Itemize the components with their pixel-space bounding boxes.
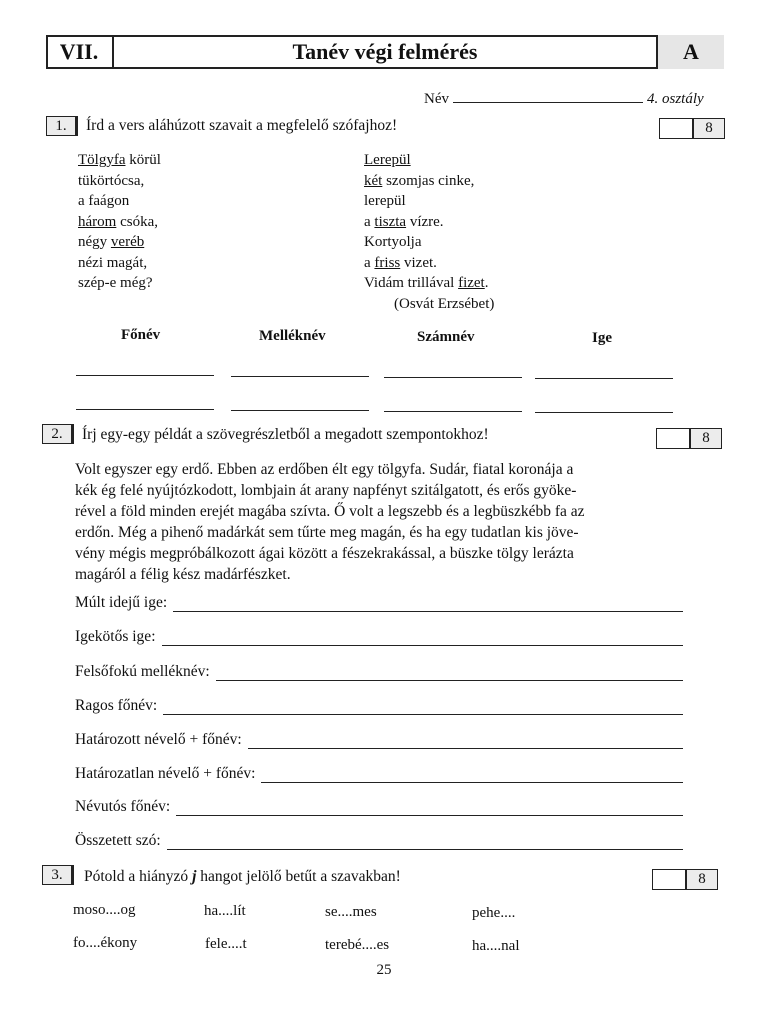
poem-line: két szomjas cinke, — [364, 172, 475, 189]
numeral-answer-line[interactable] — [384, 377, 522, 378]
field-indefinite-article-noun — [75, 765, 683, 783]
answer-line[interactable] — [216, 666, 683, 681]
poem-line: Tölgyfa körül — [78, 152, 161, 168]
task3-score-blank[interactable] — [653, 870, 687, 889]
column-adjective: Melléknév — [259, 328, 326, 344]
task1-number: 1. — [46, 116, 76, 136]
field-superlative-adjective — [75, 663, 683, 681]
adjective-answer-line[interactable] — [231, 410, 369, 411]
passage-line: kék ég felé nyújtózkodott, lombjain át arany napfényt szitálgatott, és erős gyöke- — [75, 482, 577, 499]
poem-author: (Osvát Erzsébet) — [394, 295, 495, 312]
verb-answer-line[interactable] — [535, 378, 673, 379]
field-compound-word — [75, 832, 683, 850]
poem-line — [364, 150, 494, 171]
missing-j-word[interactable]: moso....og — [73, 902, 136, 918]
poem-underlined-word: két — [364, 172, 383, 189]
task3-instruction-letter: j — [192, 868, 197, 885]
page-title: Tanév végi felmérés — [292, 39, 478, 64]
answer-line[interactable] — [167, 835, 683, 850]
answer-line[interactable] — [163, 700, 683, 715]
column-numeral: Számnév — [417, 329, 475, 345]
adjective-answer-line[interactable] — [231, 376, 369, 377]
numeral-answer-line[interactable] — [384, 411, 522, 412]
field-label: Felsőfokú melléknév: — [75, 663, 210, 680]
field-past-tense-verb — [75, 594, 683, 612]
poem-underlined-word: három — [78, 213, 117, 230]
answer-line[interactable] — [248, 734, 683, 749]
poem-underlined-word: tiszta — [374, 213, 407, 230]
column-noun: Főnév — [121, 327, 161, 343]
answer-line[interactable] — [176, 801, 683, 816]
poem-underlined-word: friss — [374, 254, 401, 271]
task3-points: 8 — [687, 870, 717, 889]
field-label: Összetett szó: — [75, 832, 161, 849]
task3-number: 3. — [42, 865, 72, 885]
poem-line: négy veréb — [78, 234, 145, 250]
missing-j-word[interactable]: terebé....es — [325, 937, 390, 953]
task1-score-box[interactable] — [659, 118, 725, 139]
field-label: Névutós főnév: — [75, 798, 171, 815]
field-postposition-noun — [75, 798, 683, 816]
poem-line: a faágon — [78, 193, 130, 209]
task3-instruction-start: Pótold a hiányzó — [84, 868, 193, 885]
task3-score-box[interactable] — [652, 869, 718, 890]
field-label: Határozatlan névelő + főnév: — [75, 765, 256, 782]
name-row — [424, 90, 704, 108]
answer-line[interactable] — [261, 768, 683, 783]
task1-points: 8 — [694, 119, 724, 138]
field-label: Határozott névelő + főnév: — [75, 731, 242, 748]
poem-line: lerepül — [364, 193, 406, 209]
task3-instruction-end: hangot jelölő betűt a szavakban! — [196, 868, 401, 885]
task2-score-blank[interactable] — [657, 429, 691, 448]
poem-line: tükörtócsa, — [78, 172, 145, 189]
poem-left — [78, 150, 161, 294]
passage-line: vény mégis megpróbálkozott ágai között a fészekrakással, a büszke tölgy lerázta — [75, 545, 574, 562]
unit-number: VII. — [46, 35, 114, 69]
poem-line: a friss vizet. — [364, 254, 437, 271]
missing-j-word[interactable]: fele....t — [205, 936, 247, 952]
page-number: 25 — [376, 962, 392, 978]
passage-line: erdőn. Még a pihenő madárkát sem tűrte meg magán, és ha egy tudatlan kis jöve- — [75, 524, 579, 541]
poem-underlined-word: Tölgyfa — [78, 152, 126, 168]
field-label: Igekötős ige: — [75, 628, 156, 645]
passage-line: Volt egyszer egy erdő. Ebben az erdőben élt egy tölgyfa. Sudár, fiatal koronája a — [75, 461, 574, 478]
missing-j-word[interactable]: se....mes — [325, 904, 377, 920]
poem-line: a tiszta vízre. — [364, 213, 444, 230]
version-letter: A — [656, 35, 724, 69]
poem-underlined-word: Lerepül — [364, 152, 411, 168]
reading-passage — [75, 459, 687, 585]
missing-j-word[interactable]: fo....ékony — [73, 935, 138, 951]
passage-line: rével a föld minden erejét magába szívta. Ő volt a legszebb és a legbüszkébb fa az — [75, 503, 585, 520]
poem-line: nézi magát, — [78, 254, 148, 271]
column-verb: Ige — [592, 330, 612, 346]
field-prefixed-verb — [75, 628, 683, 646]
poem-line: Vidám trillával fizet. — [364, 275, 489, 291]
field-label: Ragos főnév: — [75, 697, 158, 714]
poem-right — [364, 150, 494, 314]
poem-underlined-word: veréb — [110, 234, 145, 250]
answer-line[interactable] — [162, 631, 684, 646]
answer-line[interactable] — [173, 597, 683, 612]
grade-label: 4. osztály — [647, 91, 704, 107]
missing-j-word[interactable]: pehe.... — [472, 905, 516, 921]
passage-line: magáról a félig kész madárfészket. — [75, 566, 291, 583]
field-suffixed-noun — [75, 697, 683, 715]
noun-answer-line[interactable] — [76, 375, 214, 376]
task2-points: 8 — [691, 429, 721, 448]
task3-instruction — [84, 868, 401, 886]
poem-underlined-word: fizet — [458, 275, 485, 291]
task1-instruction: Írd a vers aláhúzott szavait a megfelelő szófajhoz! — [86, 117, 398, 134]
task1-score-blank[interactable] — [660, 119, 694, 138]
poem-line: szép-e még? — [78, 275, 153, 291]
missing-j-word[interactable]: ha....lít — [204, 903, 246, 919]
field-definite-article-noun — [75, 731, 683, 749]
missing-j-word[interactable]: ha....nal — [472, 938, 520, 954]
poem-line: három csóka, — [78, 213, 158, 230]
task2-instruction: Írj egy-egy példát a szövegrészletből a megadott szempontokhoz! — [82, 426, 489, 443]
name-label: Név — [424, 91, 449, 107]
noun-answer-line[interactable] — [76, 409, 214, 410]
poem-line: Kortyolja — [364, 234, 422, 250]
name-field[interactable] — [453, 90, 643, 103]
verb-answer-line[interactable] — [535, 412, 673, 413]
task2-score-box[interactable] — [656, 428, 722, 449]
task2-number: 2. — [42, 424, 72, 444]
field-label: Múlt idejű ige: — [75, 594, 168, 611]
